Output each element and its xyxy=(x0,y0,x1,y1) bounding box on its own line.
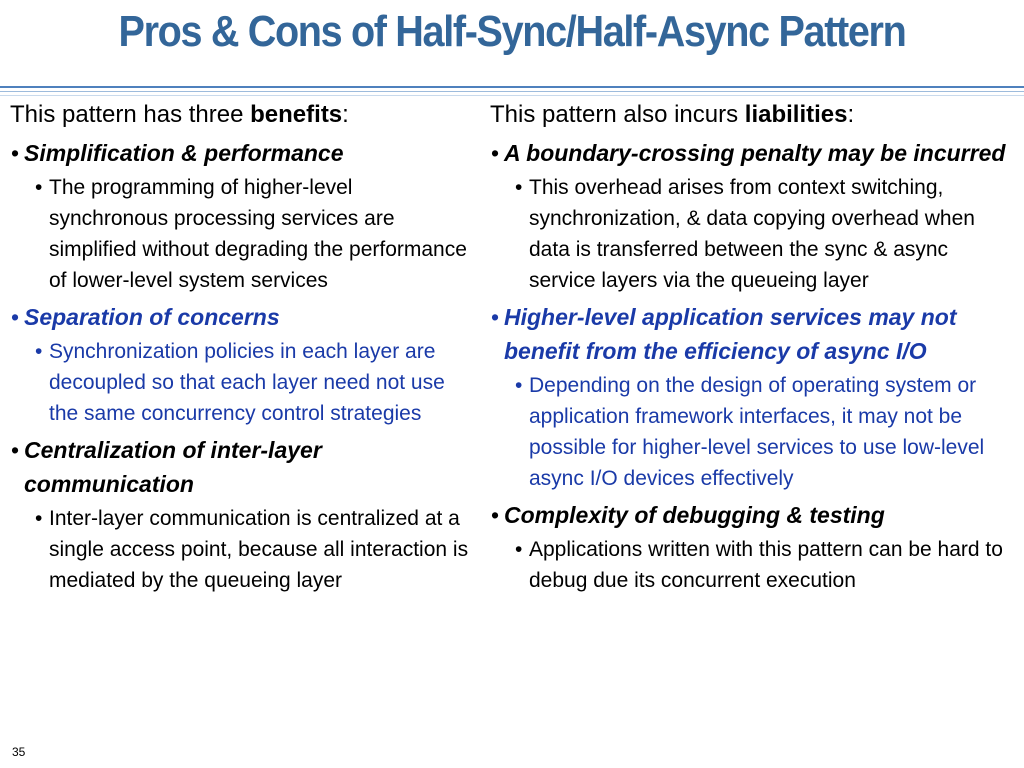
benefit-heading-text: Simplification & performance xyxy=(24,140,344,166)
benefit-detail xyxy=(10,503,472,596)
liability-heading-text: A boundary-crossing penalty may be incurred xyxy=(504,140,1006,166)
benefit-heading xyxy=(10,433,472,501)
liabilities-column xyxy=(490,100,1010,600)
liability-detail-text: Applications written with this pattern can be hard to debug due its concurrent execution xyxy=(529,538,1003,592)
liability-detail-text: This overhead arises from context switching, synchronization, & data copying overhead when data is transferred between the sync & async service layers via the queueing layer xyxy=(529,176,975,292)
liability-heading xyxy=(490,136,1010,170)
bullet-icon: • xyxy=(11,304,20,330)
slide-title: Pros & Cons of Half-Sync/Half-Async Pattern xyxy=(118,7,906,56)
benefit-heading-text: Centralization of inter-layer communication xyxy=(24,437,322,497)
liabilities-intro xyxy=(490,100,1010,130)
benefits-keyword: benefits xyxy=(250,101,343,128)
liability-detail-text: Depending on the design of operating system or application framework interfaces, it may not be possible for higher-level services to use low-level async I/O devices effectively xyxy=(529,374,985,490)
liabilities-intro-colon: : xyxy=(847,101,855,128)
bullet-icon: • xyxy=(11,140,20,166)
page-number: 35 xyxy=(12,745,26,759)
bullet-icon: • xyxy=(491,304,500,330)
benefit-detail-text: Inter-layer communication is centralized at a single access point, because all interaction is mediated by the queueing layer xyxy=(49,507,469,592)
liability-heading xyxy=(490,498,1010,532)
benefits-intro-text: This pattern has three xyxy=(10,101,251,128)
liability-heading-text: Complexity of debugging & testing xyxy=(504,502,885,528)
liabilities-keyword: liabilities xyxy=(744,101,848,128)
liability-detail xyxy=(490,370,1010,494)
liability-detail xyxy=(490,172,1010,296)
benefit-heading xyxy=(10,136,472,170)
benefit-detail xyxy=(10,172,472,296)
benefits-column xyxy=(10,100,472,600)
bullet-icon: • xyxy=(515,374,523,397)
title-divider-thin xyxy=(0,91,1024,92)
bullet-icon: • xyxy=(11,437,20,463)
liability-heading xyxy=(490,300,1010,368)
benefit-detail-text: Synchronization policies in each layer are decoupled so that each layer need not use the same concurrency control strategies xyxy=(49,340,445,425)
bullet-icon: • xyxy=(491,140,500,166)
benefit-heading xyxy=(10,300,472,334)
bullet-icon: • xyxy=(35,176,43,199)
bullet-icon: • xyxy=(35,340,43,363)
bullet-icon: • xyxy=(35,507,43,530)
liabilities-intro-text: This pattern also incurs xyxy=(490,101,745,128)
benefits-intro xyxy=(10,100,472,130)
benefit-heading-text: Separation of concerns xyxy=(24,304,280,330)
benefit-detail-text: The programming of higher-level synchronous processing services are simplified without degrading the performance of lower-level system services xyxy=(49,176,467,292)
benefit-detail xyxy=(10,336,472,429)
benefits-intro-colon: : xyxy=(342,101,349,128)
title-divider-faint xyxy=(0,95,1024,96)
bullet-icon: • xyxy=(515,176,523,199)
liability-detail xyxy=(490,534,1010,596)
title-divider xyxy=(0,86,1024,88)
bullet-icon: • xyxy=(515,538,523,561)
liability-heading-text: Higher-level application services may not benefit from the efficiency of async I/O xyxy=(504,304,957,364)
bullet-icon: • xyxy=(491,502,500,528)
